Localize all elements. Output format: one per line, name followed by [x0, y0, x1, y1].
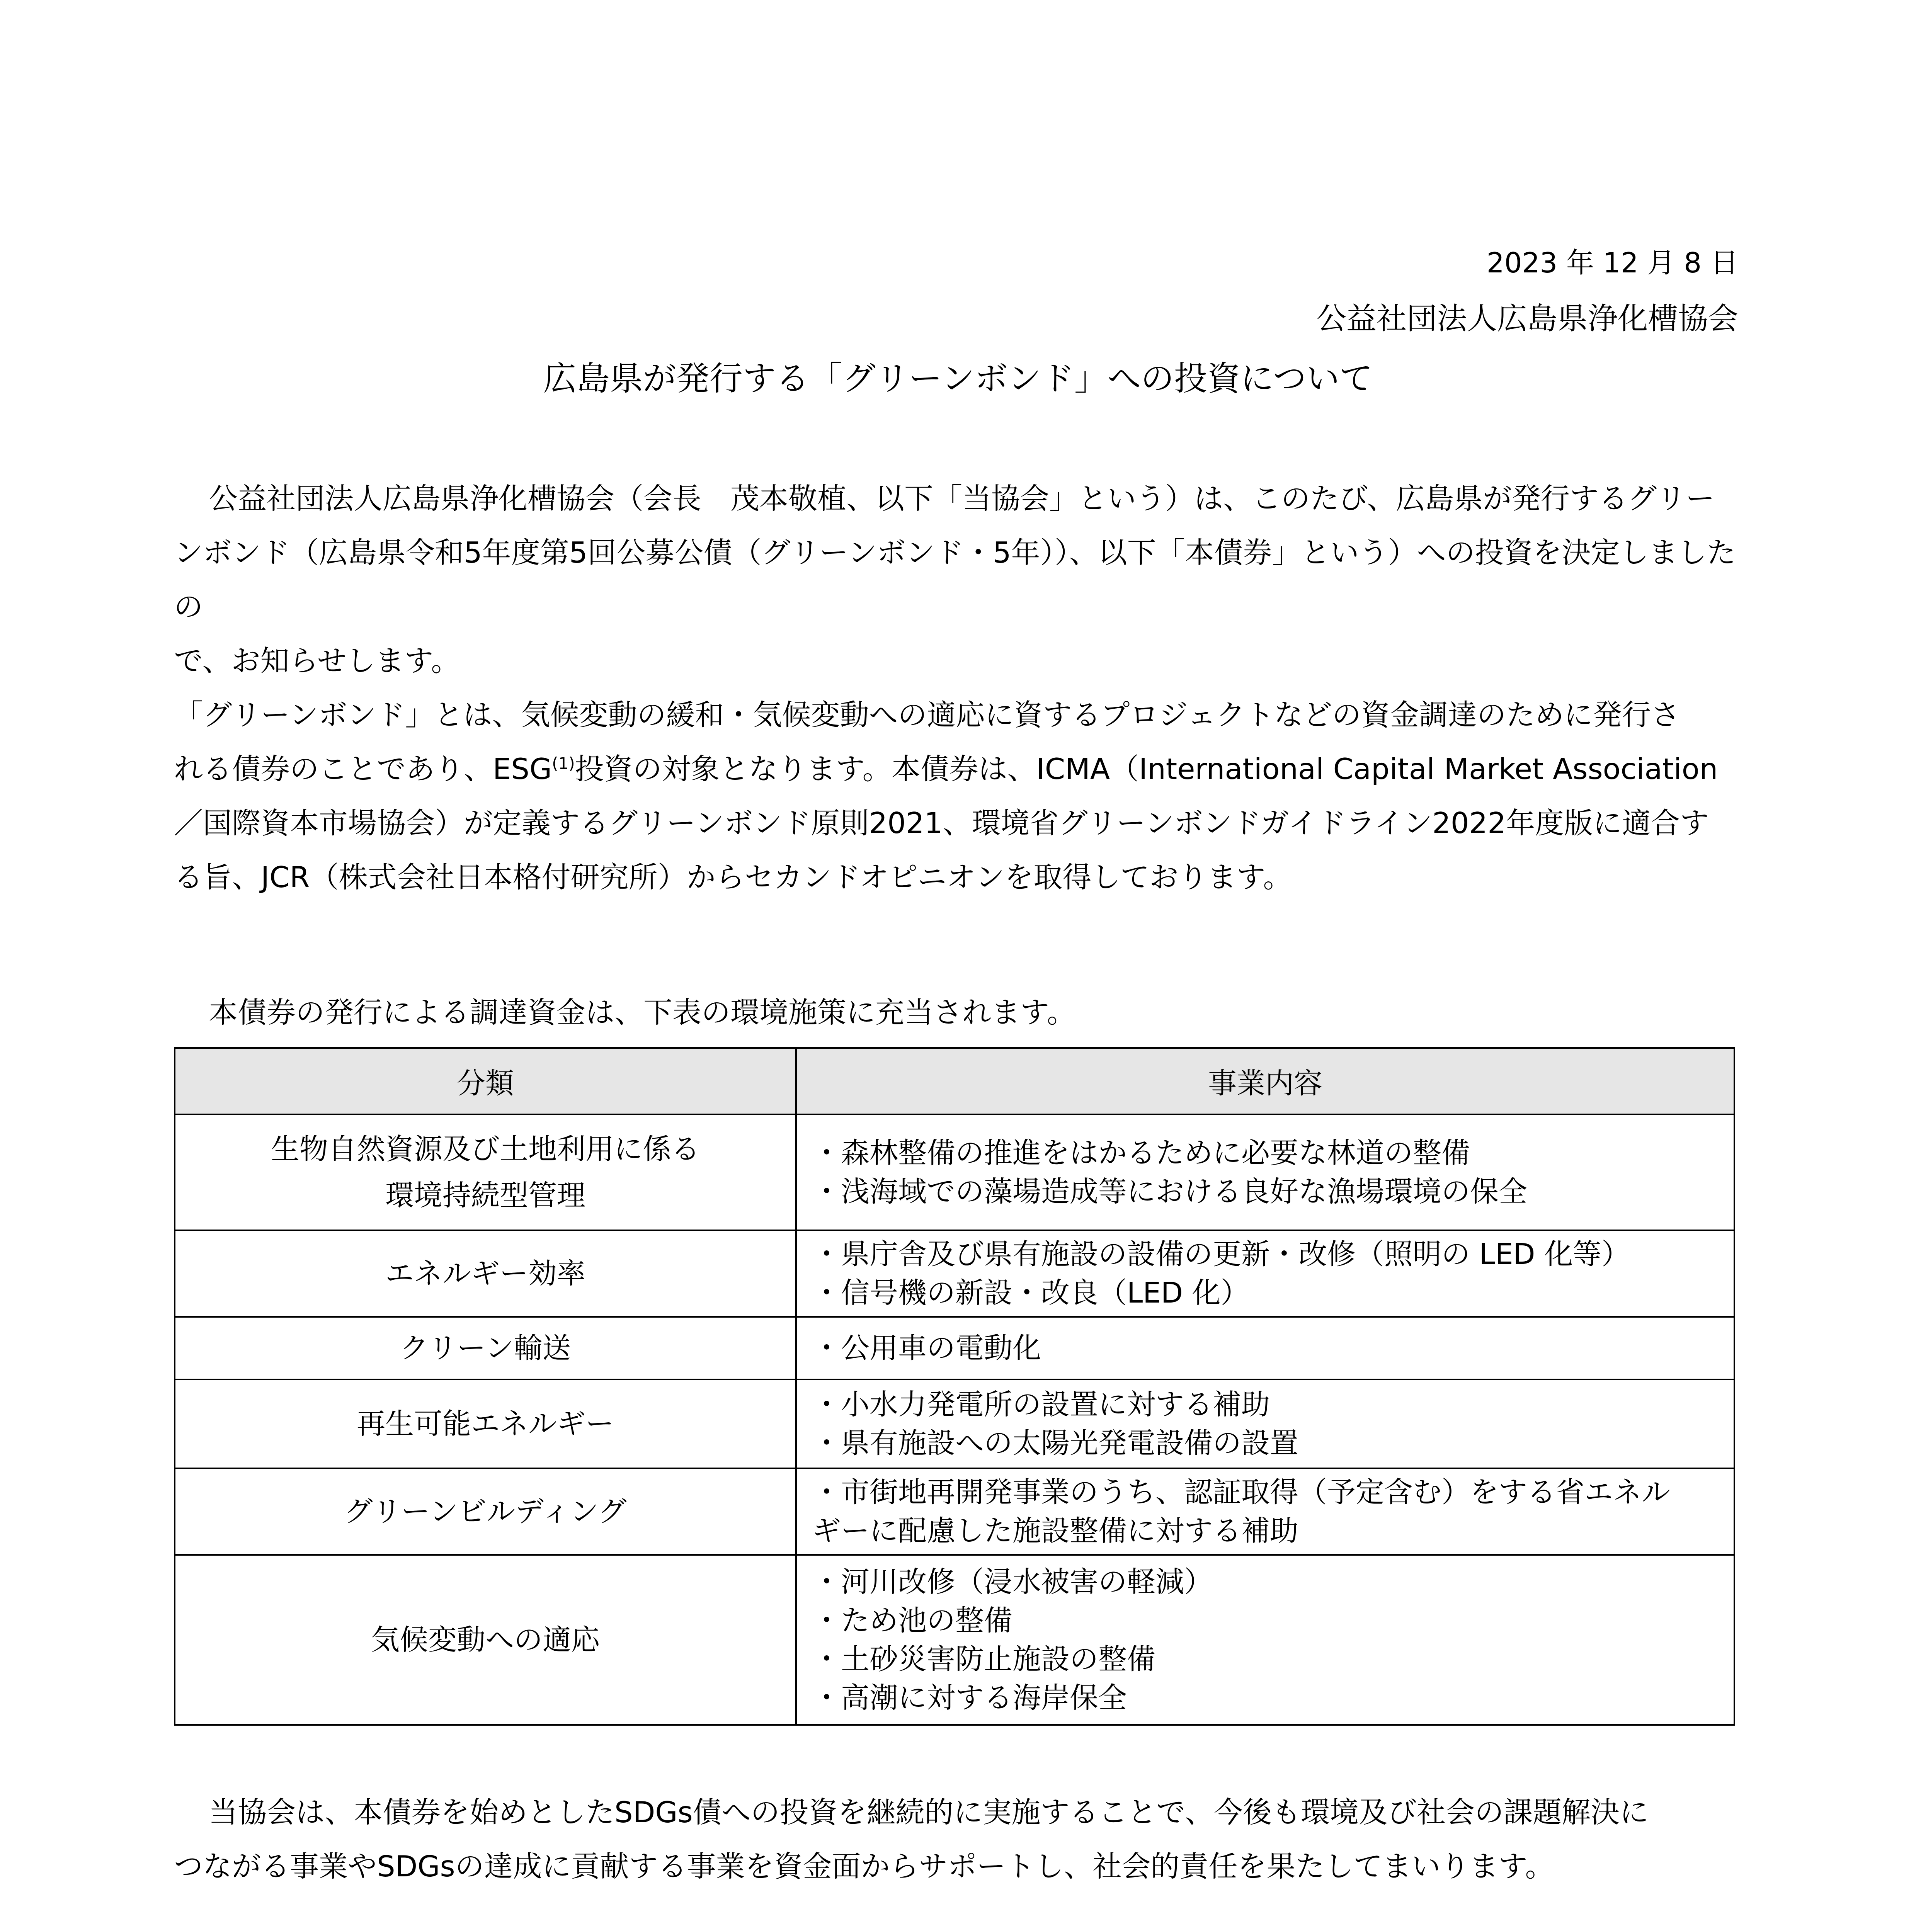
- header-category: 分類: [175, 1048, 796, 1114]
- table-row: [175, 1114, 1734, 1230]
- environmental-measures-table: [174, 1047, 1735, 1726]
- document-date: 2023 年 12 月 8 日: [1486, 247, 1738, 279]
- header-project-content: 事業内容: [796, 1048, 1734, 1114]
- category-cell: クリーン輸送: [175, 1317, 796, 1379]
- category-cell: グリーンビルディング: [175, 1468, 796, 1555]
- document-title: 広島県が発行する「グリーンボンド」への投資について: [543, 359, 1373, 398]
- table-row: [175, 1379, 1734, 1468]
- items-cell: ・小水力発電所の設置に対する補助 ・県有施設への太陽光発電設備の設置: [796, 1379, 1734, 1468]
- footnote-ref: (1): [552, 754, 575, 773]
- category-cell: 気候変動への適応: [175, 1555, 796, 1725]
- items-cell: ・県庁舎及び県有施設の設備の更新・改修（照明の LED 化等） ・信号機の新設・改良（LED 化）: [796, 1230, 1734, 1317]
- items-cell: ・公用車の電動化: [796, 1317, 1734, 1379]
- paragraph-announcement: 公益社団法人広島県浄化槽協会（会長 茂本敬植、以下「当協会」という）は、このたび、広島県が発行するグリー ンボンド（広島県令和5年度第5回公募公債（グリーンボンド・5年））、以下「本債券」という）への投資を決定しましたの で、お知らせします。: [174, 481, 1736, 678]
- table-row: [175, 1468, 1734, 1555]
- issuer-organization: 公益社団法人広島県浄化槽協会: [1316, 301, 1738, 336]
- paragraph-commitment: 当協会は、本債券を始めとしたSDGs債への投資を継続的に実施することで、今後も環境及び社会の課題解決に つながる事業やSDGsの達成に貢献する事業を資金面からサポートし、社会的責任を果たしてまいります。: [174, 1795, 1649, 1883]
- category-cell: エネルギー効率: [175, 1230, 796, 1317]
- table-row: [175, 1230, 1734, 1317]
- table-row: [175, 1317, 1734, 1379]
- paragraph-green-bond-definition: 「グリーンボンド」とは、気候変動の緩和・気候変動への適応に資するプロジェクトなどの資金調達のために発行さ れる債券のことであり、ESG$^{(1)}$投資の対象となります。本債券は、ICMA（International Capital Market Association ／国際資本市場協会）が定義するグリーンボンド原則2021、環境省グリーンボンドガイドライン2022年度版に適合す る旨、JCR（株式会社日本格付研究所）からセカンドオピニオンを取得しております。: [174, 698, 1718, 894]
- category-cell: 生物自然資源及び土地利用に係る 環境持続型管理: [175, 1114, 796, 1230]
- table-row: [175, 1555, 1734, 1725]
- items-cell: ・森林整備の推進をはかるために必要な林道の整備 ・浅海域での藻場造成等における良好な漁場環境の保全: [796, 1114, 1734, 1230]
- items-cell: ・市街地再開発事業のうち、認証取得（予定含む）をする省エネル ギーに配慮した施設整備に対する補助: [796, 1468, 1734, 1555]
- items-cell: ・河川改修（浸水被害の軽減） ・ため池の整備 ・土砂災害防止施設の整備 ・高潮に対する海岸保全: [796, 1555, 1734, 1725]
- category-cell: 再生可能エネルギー: [175, 1379, 796, 1468]
- table-header-row: [175, 1048, 1734, 1114]
- table-intro: 本債券の発行による調達資金は、下表の環境施策に充当されます。: [209, 995, 1076, 1029]
